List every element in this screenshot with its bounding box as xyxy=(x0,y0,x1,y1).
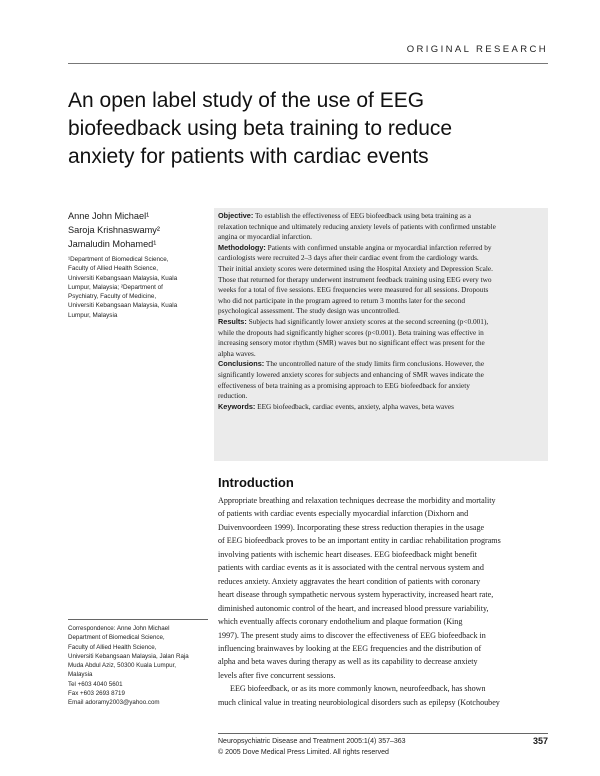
abstract-text: Patients with confirmed unstable angina or myocardial infarction referred by xyxy=(265,242,492,252)
abstract-text: To establish the effectiveness of EEG biofeedback using beta training as a xyxy=(253,211,471,220)
correspondence-line: Malaysia xyxy=(68,671,93,679)
abstract xyxy=(218,211,546,412)
results-heading: Results: xyxy=(218,316,247,326)
correspondence-line: Department of Biomedical Science, xyxy=(68,634,165,642)
abstract-line: cardiologists were recruited 2–3 days after their cardiac event from the cardiology wards. xyxy=(218,253,479,263)
abstract-line: psychological assessment. The study design was uncontrolled. xyxy=(218,306,400,316)
introduction-body xyxy=(218,494,548,709)
body-line: heart disease through sympathetic nervous system hyperactivity, increased heart rate, xyxy=(218,590,494,600)
author-name: Anne John Michael¹ xyxy=(68,211,150,221)
affiliation-line: Lumpur, Malaysia xyxy=(68,311,118,319)
abstract-line: alpha waves. xyxy=(218,348,256,358)
abstract-line: significantly lowered anxiety scores for subjects and enhancing of SMR waves indicate the xyxy=(218,369,484,379)
header-rule xyxy=(68,63,548,64)
abstract-line: relaxation technique and ultimately reducing anxiety levels of patients with confirmed unstable xyxy=(218,221,496,231)
abstract-line: while the dropouts had significantly higher scores (p<0.001). Beta training was effective in xyxy=(218,327,484,337)
body-line: Appropriate breathing and relaxation techniques decrease the morbidity and mortality xyxy=(218,496,496,505)
abstract-text: The uncontrolled nature of the study limits firm conclusions. However, the xyxy=(264,359,485,369)
body-line: of patients with cardiac events especially myocardial infarction (Dixhorn and xyxy=(218,509,469,519)
objective-heading: Objective: xyxy=(218,211,254,220)
body-line: alpha and beta waves during therapy as well as its capability to decrease anxiety xyxy=(218,657,478,667)
abstract-line xyxy=(218,359,546,370)
affiliation-line: Universiti Kebangsaan Malaysia, Kuala xyxy=(68,302,178,310)
correspondence-line: Muda Abdul Aziz, 50300 Kuala Lumpur, xyxy=(68,662,177,670)
footer-rule xyxy=(218,733,548,734)
body-line: much clinical value in treating neurobiological disorders such as epilepsy (Kotchoubey xyxy=(218,697,500,707)
journal-citation xyxy=(218,737,406,758)
journal-line: Neuropsychiatric Disease and Treatment 2005:1(4) 357–363 xyxy=(218,738,406,745)
body-line: 1997). The present study aims to discover the effectiveness of EEG biofeedback in xyxy=(218,630,486,640)
correspondence-line: Universiti Kebangsaan Malaysia, Jalan Raja xyxy=(68,652,189,660)
affiliation-line: Lumpur, Malaysia; ²Department of xyxy=(68,283,163,291)
correspondence-line: Faculty of Allied Health Science, xyxy=(68,643,157,651)
body-line: which eventually affects coronary endothelium and plaque formation (King xyxy=(218,617,463,627)
abstract-line: effectiveness of beta training as a promising approach to EEG biofeedback for anxiety xyxy=(218,380,470,390)
introduction-heading: Introduction xyxy=(218,475,294,490)
correspondence xyxy=(68,624,208,708)
body-line: influencing brainwaves by looking at the EEG frequencies and the distribution of xyxy=(218,643,482,653)
body-line: EEG biofeedback, or as its more commonly known, neurofeedback, has shown xyxy=(230,684,486,694)
body-line: patients with cardiac events as it is associated with the central nervous system and xyxy=(218,563,484,573)
keywords-text: EEG biofeedback, cardiac events, anxiety, alpha waves, beta waves xyxy=(255,401,454,411)
author-list xyxy=(68,209,208,251)
conclusions-heading: Conclusions: xyxy=(218,359,265,369)
correspondence-line: Correspondence: Anne John Michael xyxy=(68,625,170,632)
abstract-line: who did not participate in the program agreed to return 3 months later for the second xyxy=(218,295,466,305)
author-name: Saroja Krishnaswamy² xyxy=(68,225,160,235)
abstract-line xyxy=(218,317,546,328)
correspondence-phone: Tel +603 4040 5601 xyxy=(68,680,123,688)
copyright-line: © 2005 Dove Medical Press Limited. All rights reserved xyxy=(218,748,389,756)
body-line: diminished autonomic control of the heart, and increased blood pressure variability, xyxy=(218,603,489,613)
body-line: Duivenvoordeen 1999). Incorporating these stress reduction therapies in the usage xyxy=(218,522,485,532)
affiliation-line: Universiti Kebangsaan Malaysia, Kuala xyxy=(68,274,178,282)
page-number: 357 xyxy=(532,736,548,746)
affiliations xyxy=(68,255,210,320)
methodology-heading: Methodology: xyxy=(218,242,266,252)
abstract-line: angina or myocardial infarction. xyxy=(218,232,313,242)
article-title xyxy=(68,87,538,171)
abstract-line: Their initial anxiety scores were determined using the Hospital Anxiety and Depression Scale. xyxy=(218,263,493,273)
abstract-line xyxy=(218,402,546,413)
abstract-line: Those that returned for therapy underwent instrument feedback training using EEG every two xyxy=(218,274,492,284)
correspondence-rule xyxy=(68,619,208,620)
body-line: involving patients with ischemic heart diseases. EEG biofeedback might benefit xyxy=(218,549,477,559)
affiliation-line: Psychiatry, Faculty of Medicine, xyxy=(68,293,157,301)
title-line: An open label study of the use of EEG xyxy=(68,89,425,112)
affiliation-line: Faculty of Allied Health Science, xyxy=(68,265,158,273)
author-name: Jamaludin Mohamed¹ xyxy=(68,239,157,249)
body-line: levels after five concurrent sessions. xyxy=(218,670,336,680)
body-line: reduces anxiety. Anxiety aggravates the heart condition of patients with coronary xyxy=(218,576,481,586)
abstract-line xyxy=(218,211,546,222)
title-line: anxiety for patients with cardiac events xyxy=(68,145,429,168)
correspondence-fax: Fax +603 2693 8719 xyxy=(68,690,125,698)
title-line: biofeedback using beta training to reduce xyxy=(68,117,453,140)
abstract-line: increasing sensory motor rhythm (SMR) waves but no significant effect was present for the xyxy=(218,338,485,348)
abstract-line: weeks for a total of five sessions. EEG frequencies were measured for all sessions. Dropouts xyxy=(218,285,489,295)
abstract-text: Subjects had significantly lower anxiety scores at the second screening (p<0.001), xyxy=(246,316,489,326)
abstract-line xyxy=(218,243,546,254)
keywords-heading: Keywords: xyxy=(218,401,256,411)
section-label: ORIGINAL RESEARCH xyxy=(406,44,548,55)
abstract-line: reduction. xyxy=(218,391,248,401)
affiliation-line: ¹Department of Biomedical Science, xyxy=(68,256,169,263)
body-line: of EEG biofeedback proves to be an important entity in cardiac rehabilitation programs xyxy=(218,536,501,546)
correspondence-email[interactable]: Email adoramy2003@yahoo.com xyxy=(68,699,160,707)
